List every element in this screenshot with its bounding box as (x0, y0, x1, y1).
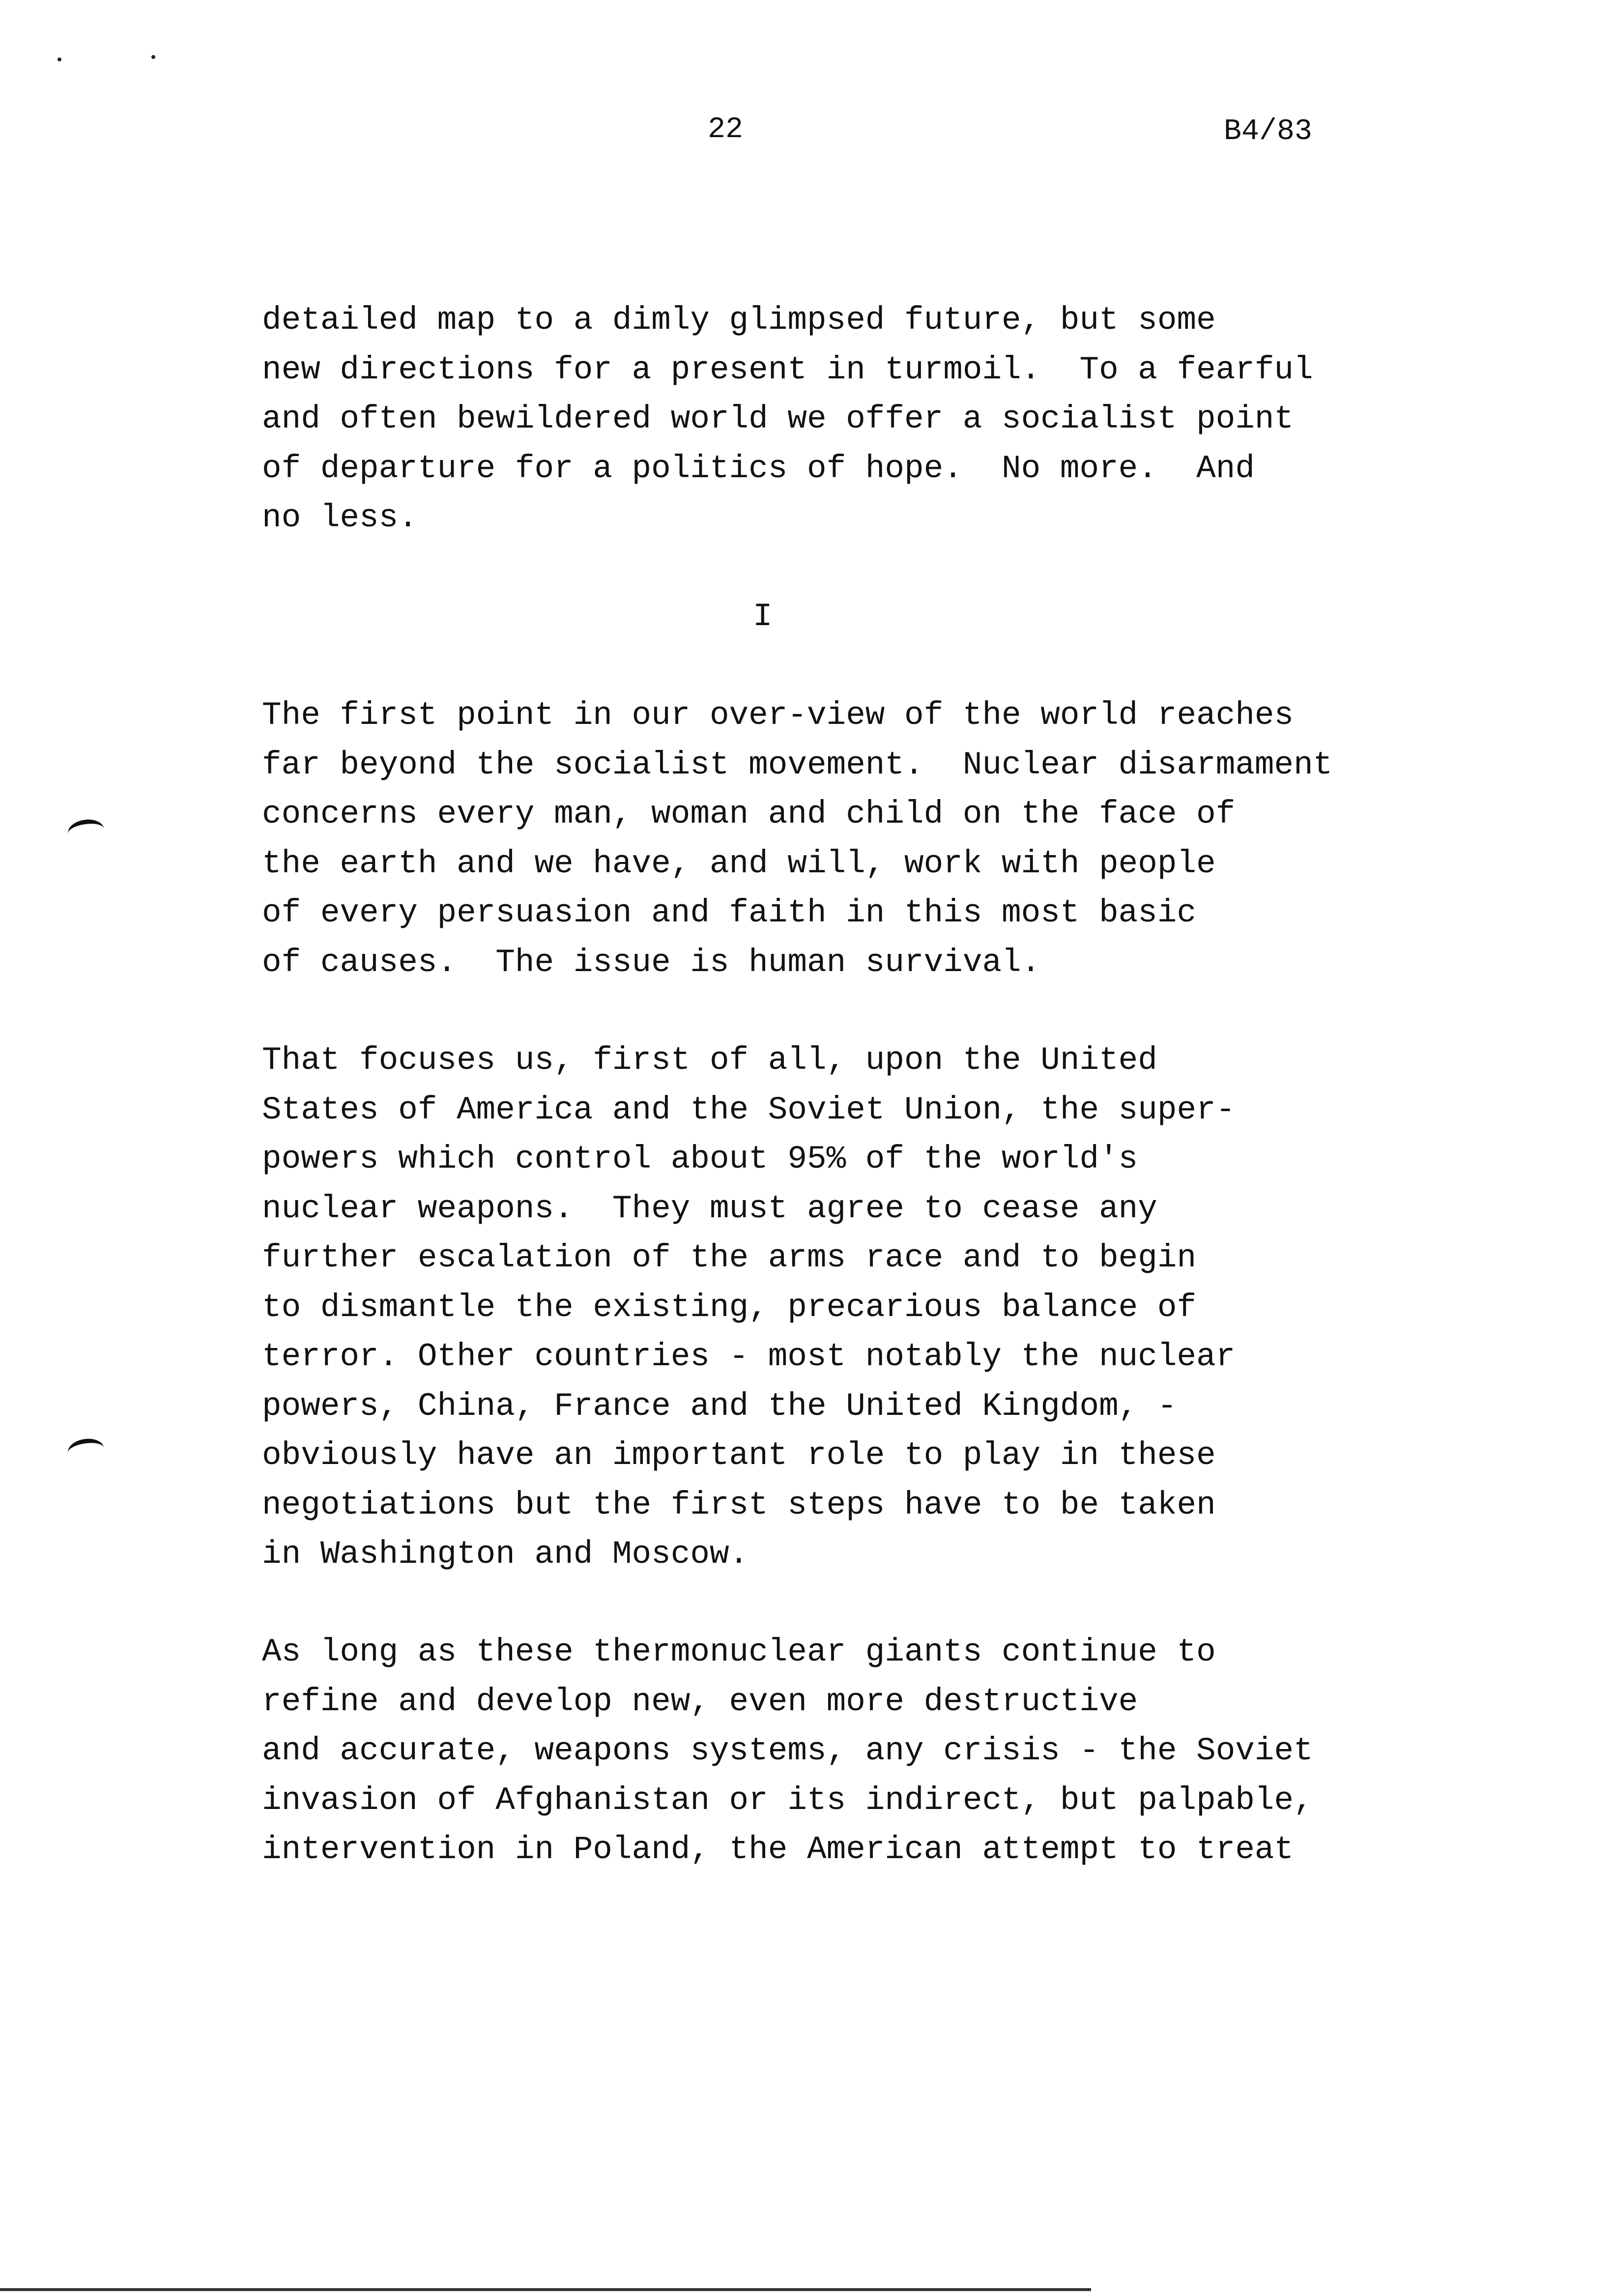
page-number: 22 (708, 113, 744, 146)
section-numeral: I (753, 598, 773, 635)
scan-speck (58, 57, 61, 61)
text-line: to dismantle the existing, precarious balance of (262, 1289, 1197, 1326)
text-line: detailed map to a dimly glimpsed future, but some (262, 302, 1216, 339)
text-line: of causes. The issue is human survival. (262, 944, 1041, 981)
text-line: refine and develop new, even more destructive (262, 1683, 1138, 1720)
text-line: powers, China, France and the United Kingdom, - (262, 1387, 1177, 1425)
bottom-edge-rule (0, 2288, 1091, 2291)
text-line: intervention in Poland, the American attempt to treat (262, 1831, 1294, 1868)
text-line: terror. Other countries - most notably the nuclear (262, 1338, 1236, 1375)
paragraph (262, 1628, 1313, 1875)
text-line: of every persuasion and faith in this most basic (262, 894, 1197, 931)
text-line: and accurate, weapons systems, any crisis - the Soviet (262, 1732, 1313, 1769)
scan-speck (151, 55, 155, 59)
paragraph (262, 1036, 1235, 1579)
text-line: no less. (262, 499, 418, 536)
text-line: of departure for a politics of hope. No more. And (262, 450, 1255, 487)
text-line: and often bewildered world we offer a socialist point (262, 401, 1294, 437)
text-line: States of America and the Soviet Union, the super- (262, 1091, 1236, 1128)
binder-punch-mark (66, 1436, 106, 1464)
text-line: nuclear weapons. They must agree to cease any (262, 1190, 1157, 1227)
text-line: far beyond the socialist movement. Nuclear disarmament (262, 746, 1333, 783)
text-line: The first point in our over-view of the world reaches (262, 697, 1294, 734)
document-reference: B4/83 (1224, 115, 1313, 148)
text-line: As long as these thermonuclear giants continue to (262, 1634, 1216, 1670)
text-line: That focuses us, first of all, upon the United (262, 1042, 1157, 1079)
binder-punch-mark (66, 817, 106, 845)
paragraph (262, 691, 1332, 987)
text-line: concerns every man, woman and child on the face of (262, 796, 1236, 832)
text-line: obviously have an important role to play in these (262, 1437, 1216, 1474)
text-line: negotiations but the first steps have to be taken (262, 1486, 1216, 1523)
text-line: in Washington and Moscow. (262, 1536, 749, 1573)
text-line: powers which control about 95% of the world's (262, 1141, 1138, 1177)
text-line: new directions for a present in turmoil. To a fearful (262, 351, 1313, 388)
text-line: invasion of Afghanistan or its indirect, but palpable, (262, 1781, 1313, 1819)
text-line: the earth and we have, and will, work with people (262, 845, 1216, 882)
text-line: further escalation of the arms race and to begin (262, 1239, 1197, 1276)
paragraph (262, 296, 1313, 543)
